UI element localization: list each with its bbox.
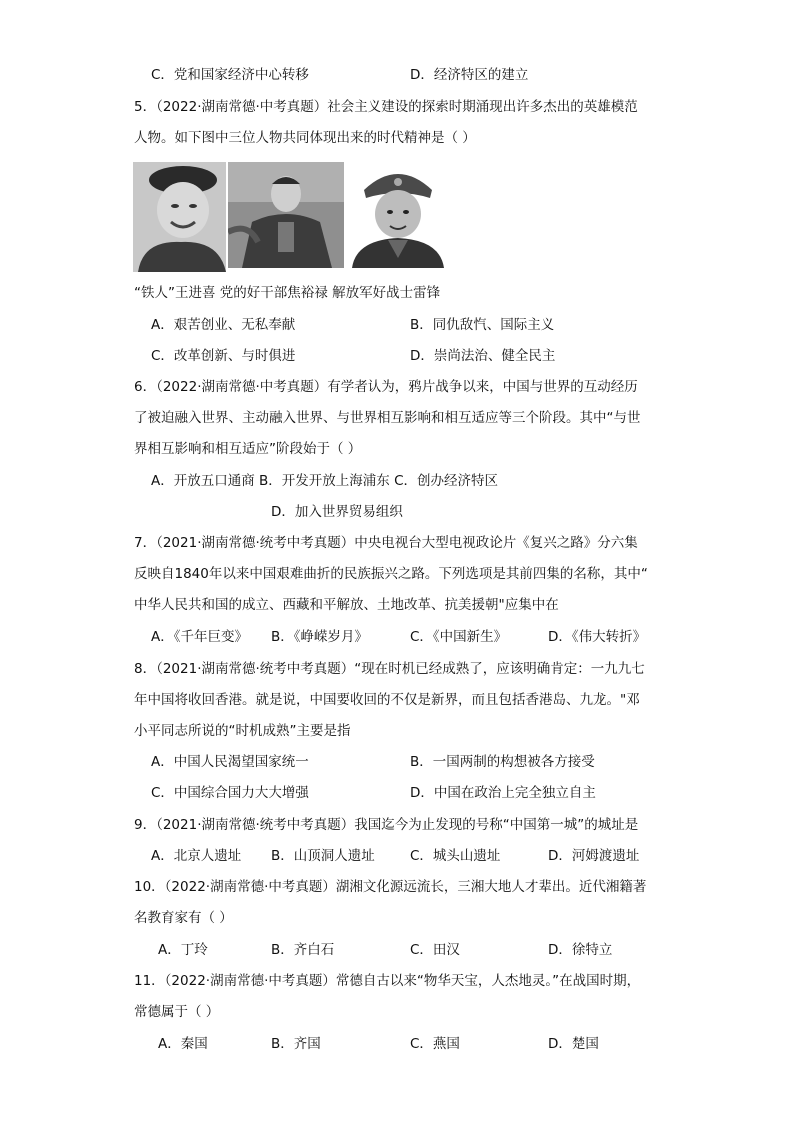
q11-option-d: D．楚国: [548, 1036, 599, 1052]
q7-stem-line3: 中华人民共和国的成立、西藏和平解放、土地改革、抗美援朝"应集中在: [134, 597, 559, 613]
q11-stem-line1: 11．（2022·湖南常德·中考真题）常德自古以来“物华天宝，人杰地灵。”在战国时期，: [134, 973, 641, 989]
q5-option-d: D．崇尚法治、健全民主: [410, 348, 556, 364]
q7-option-b: B．《峥嵘岁月》: [271, 629, 369, 645]
q7-option-a: A．《千年巨变》: [151, 629, 248, 645]
q9-stem-line1: 9．（2021·湖南常德·统考中考真题）我国迄今为止发现的号称“中国第一城”的城址是: [134, 817, 639, 833]
q11-option-c: C．燕国: [410, 1036, 460, 1052]
q4-option-c: C．党和国家经济中心转移: [151, 67, 309, 83]
q9-option-a: A．北京人遗址: [151, 848, 242, 864]
q6-stem-line1: 6．（2022·湖南常德·中考真题）有学者认为，鸦片战争以来，中国与世界的互动经历: [134, 379, 638, 395]
photo-lei-feng: [348, 162, 448, 268]
q5-stem-line2: 人物。如下图中三位人物共同体现出来的时代精神是（ ）: [134, 130, 476, 146]
q5-stem-line1: 5．（2022·湖南常德·中考真题）社会主义建设的探索时期涌现出许多杰出的英雄模范: [134, 99, 638, 115]
q4-option-d: D．经济特区的建立: [410, 67, 529, 83]
q10-stem-line1: 10．（2022·湖南常德·中考真题）湖湘文化源远流长，三湘大地人才辈出。近代湘籍著: [134, 879, 647, 895]
q5-option-c: C．改革创新、与时俱进: [151, 348, 296, 364]
q5-option-a: A．艰苦创业、无私奉献: [151, 317, 296, 333]
q10-stem-line2: 名教育家有（ ）: [134, 910, 233, 926]
q6-options-abc: A．开放五口通商 B．开发开放上海浦东 C．创办经济特区: [151, 473, 499, 489]
q6-option-d: D．加入世界贸易组织: [271, 504, 403, 520]
q5-photo-caption: “铁人”王进喜 党的好干部焦裕禄 解放军好战士雷锋: [134, 285, 441, 301]
q9-option-b: B．山顶洞人遗址: [271, 848, 375, 864]
q7-stem-line2: 反映自1840年以来中国艰难曲折的民族振兴之路。下列选项是其前四集的名称，其中“: [134, 566, 648, 582]
q8-stem-line2: 年中国将收回香港。就是说，中国要收回的不仅是新界，而且包括香港岛、九龙。"邓: [134, 692, 640, 708]
q10-option-b: B．齐白石: [271, 942, 335, 958]
q7-option-d: D．《伟大转折》: [548, 629, 647, 645]
q10-option-d: D．徐特立: [548, 942, 613, 958]
q6-stem-line2: 了被迫融入世界、主动融入世界、与世界相互影响和相互适应等三个阶段。其中“与世: [134, 410, 641, 426]
q10-option-c: C．田汉: [410, 942, 460, 958]
q7-stem-line1: 7．（2021·湖南常德·统考中考真题）中央电视台大型电视政论片《复兴之路》分六集: [134, 535, 638, 551]
q8-option-c: C．中国综合国力大大增强: [151, 785, 309, 801]
q9-option-c: C．城头山遗址: [410, 848, 501, 864]
q11-option-a: A．秦国: [158, 1036, 208, 1052]
q7-option-c: C．《中国新生》: [410, 629, 508, 645]
q8-stem-line3: 小平同志所说的“时机成熟”主要是指: [134, 723, 351, 739]
q9-option-d: D．河姆渡遗址: [548, 848, 640, 864]
q5-option-b: B．同仇敌忾、国际主义: [410, 317, 555, 333]
q10-option-a: A．丁玲: [158, 942, 208, 958]
photo-wang-jinxi: [133, 162, 226, 272]
q8-option-a: A．中国人民渴望国家统一: [151, 754, 309, 770]
q11-stem-line2: 常德属于（ ）: [134, 1004, 220, 1020]
q8-option-d: D．中国在政治上完全独立自主: [410, 785, 596, 801]
q8-stem-line1: 8．（2021·湖南常德·统考中考真题）“现在时机已经成熟了，应该明确肯定：一九九七: [134, 661, 645, 677]
q6-stem-line3: 界相互影响和相互适应”阶段始于（ ）: [134, 441, 362, 457]
photo-jiao-yulu: [228, 162, 344, 268]
q8-option-b: B．一国两制的构想被各方接受: [410, 754, 595, 770]
q11-option-b: B．齐国: [271, 1036, 321, 1052]
